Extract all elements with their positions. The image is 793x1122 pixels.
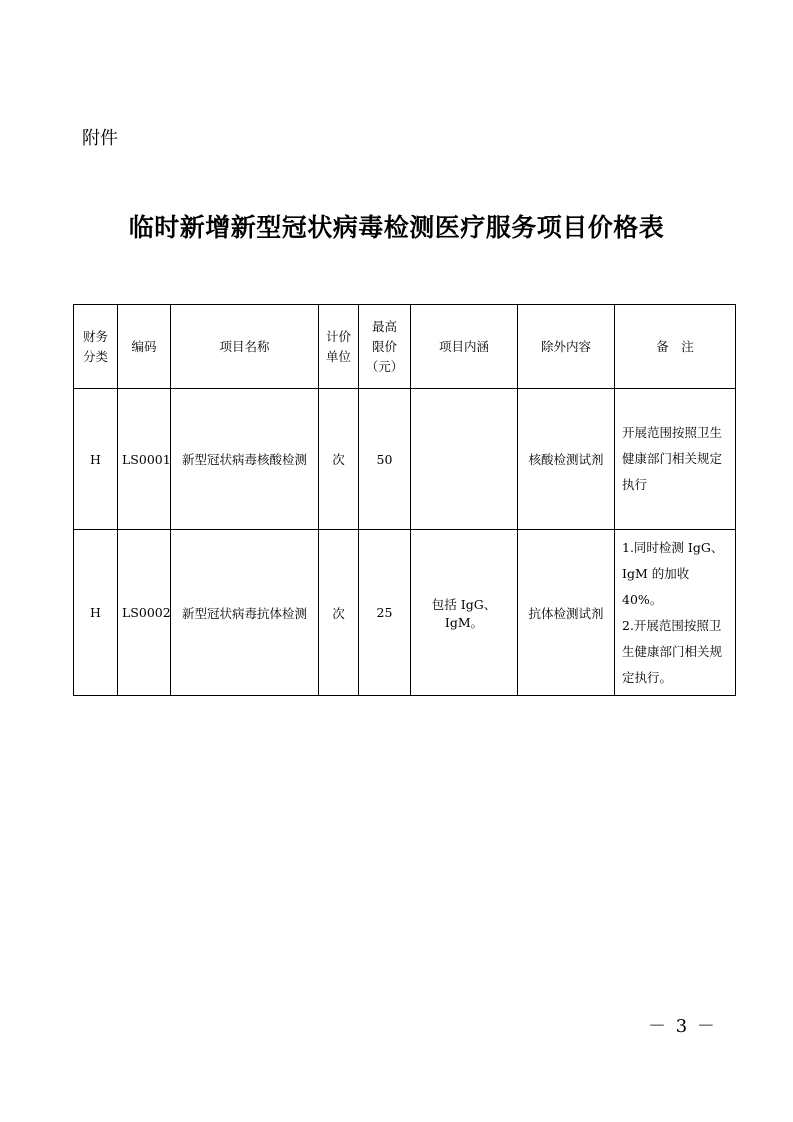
remark-line: 开展范围按照卫生 bbox=[622, 425, 723, 440]
cell-category: H bbox=[74, 389, 118, 530]
header-remarks: 备 注 bbox=[615, 305, 736, 389]
price-table bbox=[73, 304, 736, 696]
attachment-label: 附件 bbox=[82, 128, 118, 149]
cell-code: LS0001 bbox=[118, 389, 171, 530]
cell-unit: 次 bbox=[319, 530, 359, 696]
table-header-row bbox=[74, 305, 736, 389]
table-row bbox=[74, 389, 736, 530]
remark-line: 生健康部门相关规 bbox=[622, 643, 723, 659]
cell-price: 25 bbox=[359, 530, 411, 696]
header-category bbox=[74, 305, 118, 389]
header-name: 项目名称 bbox=[171, 305, 319, 389]
cell-code: LS0002 bbox=[118, 530, 171, 696]
document-title: 临时新增新型冠状病毒检测医疗服务项目价格表 bbox=[128, 213, 665, 242]
header-price bbox=[359, 305, 411, 389]
cell-remarks bbox=[615, 389, 736, 530]
remark-line: 2.开展范围按照卫 bbox=[622, 617, 722, 633]
header-unit bbox=[319, 305, 359, 389]
header-price-line-3: （元） bbox=[365, 358, 404, 374]
header-price-line-2: 限价 bbox=[371, 338, 397, 354]
page-number: － 3 － bbox=[648, 1016, 717, 1037]
header-unit-line-2: 单位 bbox=[325, 348, 351, 364]
remark-line: IgM 的加收 40%。 bbox=[622, 565, 690, 607]
cell-unit: 次 bbox=[319, 389, 359, 530]
header-price-line-1: 最高 bbox=[371, 318, 397, 334]
cell-remarks bbox=[615, 530, 736, 696]
remark-line: 定执行。 bbox=[622, 669, 673, 685]
header-exclusions: 除外内容 bbox=[518, 305, 615, 389]
header-unit-line-1: 计价 bbox=[325, 328, 351, 344]
remark-line: 1.同时检测 IgG、 bbox=[622, 539, 724, 555]
cell-exclusions: 抗体检测试剂 bbox=[518, 530, 615, 696]
header-category-line-1: 财务 bbox=[82, 328, 108, 344]
cell-price: 50 bbox=[359, 389, 411, 530]
cell-category: H bbox=[74, 530, 118, 696]
cell-exclusions: 核酸检测试剂 bbox=[518, 389, 615, 530]
remark-line: 执行 bbox=[622, 477, 648, 492]
cell-content: 包括 IgG、IgM。 bbox=[411, 530, 518, 696]
cell-content bbox=[411, 389, 518, 530]
header-content: 项目内涵 bbox=[411, 305, 518, 389]
cell-name: 新型冠状病毒核酸检测 bbox=[171, 389, 319, 530]
table-row bbox=[74, 530, 736, 696]
cell-name: 新型冠状病毒抗体检测 bbox=[171, 530, 319, 696]
header-code: 编码 bbox=[118, 305, 171, 389]
header-category-line-2: 分类 bbox=[82, 348, 108, 364]
remark-line: 健康部门相关规定 bbox=[622, 451, 723, 466]
